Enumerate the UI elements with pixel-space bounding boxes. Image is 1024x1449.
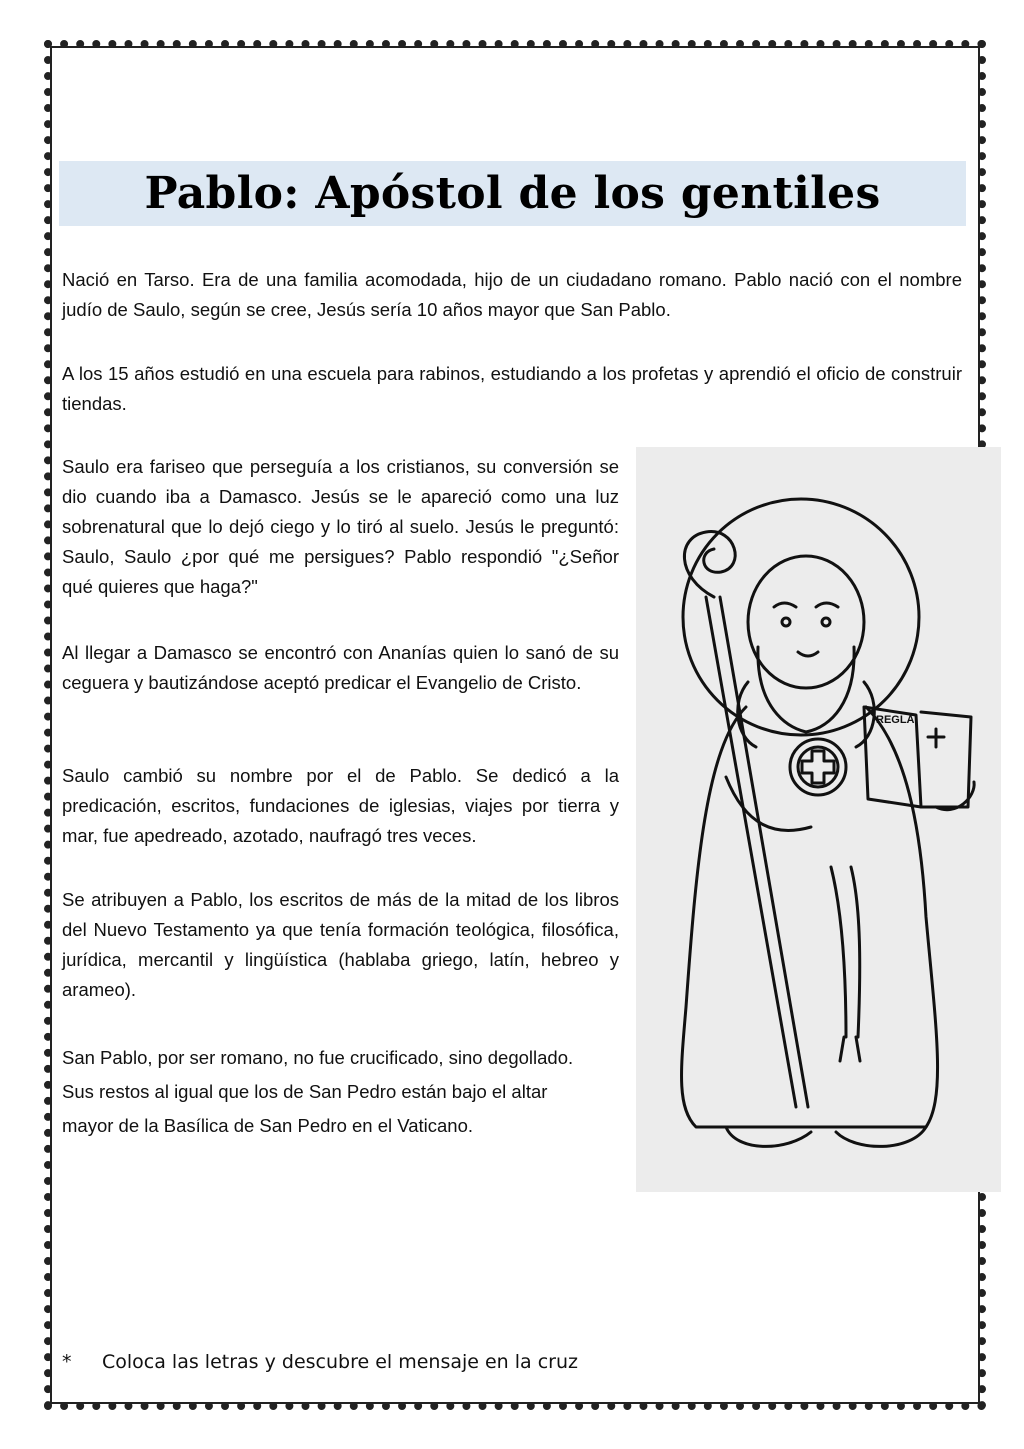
paragraph-preaching: Saulo cambió su nombre por el de Pablo. Se dedicó a la predicación, escritos, fundaciones de iglesias, viajes por tierra y mar, fue apedreado, azotado, naufragó tres veces. [62, 765, 619, 846]
cord-shape [831, 867, 860, 1037]
saint-drawing [636, 447, 1001, 1192]
paragraph-death: San Pablo, por ser romano, no fue crucificado, sino degollado. Sus restos al igual que los de San Pedro están bajo el altar mayor de la Basílica de San Pedro en el Vaticano. [62, 1047, 574, 1136]
footer-instruction [62, 1351, 578, 1373]
paragraph-studies: A los 15 años estudió en una escuela para rabinos, estudiando a los profetas y aprendió el oficio de construir tiendas. [62, 363, 962, 414]
staff-shape [706, 597, 796, 1107]
paragraph-birth: Nació en Tarso. Era de una familia acomodada, hijo de un ciudadano romano. Pablo nació con el nombre judío de Saulo, según se cree, Jesús sería 10 años mayor que San Pablo. [62, 269, 962, 320]
footer-bullet: * [62, 1351, 72, 1373]
feet-shape [726, 1127, 926, 1146]
head-shape [748, 556, 864, 688]
footer-text: Coloca las letras y descubre el mensaje en la cruz [102, 1351, 579, 1373]
page-title: Pablo: Apóstol de los gentiles [144, 168, 881, 219]
paragraph-conversion: Saulo era fariseo que perseguía a los cristianos, su conversión se dio cuando iba a Damasco. Jesús se le apareció como una luz sobrenatural que lo dejó ciego y lo tiró al suelo. Jesús le preguntó: Saulo, Saulo ¿por qué me persigues? Pablo respondió "¿Señor qué quieres que haga?" [62, 456, 619, 597]
title-banner [59, 161, 966, 226]
halo-shape [683, 499, 919, 735]
robe-shape [682, 707, 938, 1127]
beard-shape [758, 647, 854, 732]
paragraph-damasco: Al llegar a Damasco se encontró con Ananías quien lo sanó de su ceguera y bautizándose aceptó predicar el Evangelio de Cristo. [62, 642, 619, 693]
paragraph-writings: Se atribuyen a Pablo, los escritos de más de la mitad de los libros del Nuevo Testamento ya que tenía formación teológica, filosófica, jurídica, mercantil y lingüística (hablaba griego, latín, hebreo y arameo). [62, 889, 619, 1000]
book-label: REGLA [876, 714, 915, 726]
saint-illustration [636, 447, 1001, 1192]
